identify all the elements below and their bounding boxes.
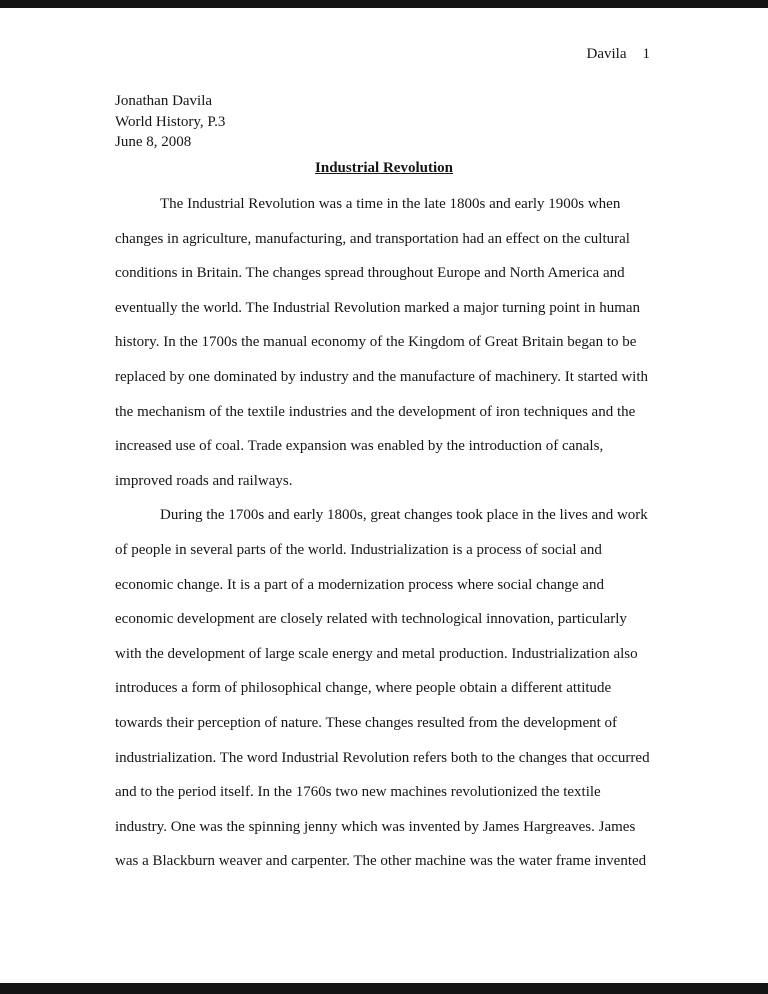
course-line: World History, P.3 [115, 113, 226, 130]
text-line: the mechanism of the textile industries and the development of iron techniques and the [115, 403, 636, 420]
author-name: Jonathan Davila [115, 93, 213, 109]
text-line: changes in agriculture, manufacturing, and transportation had an effect on the cultural [115, 230, 630, 247]
text-line: towards their perception of nature. These changes resulted from the development of [115, 714, 618, 731]
text-line: During the 1700s and early 1800s, great changes took place in the lives and work [160, 507, 648, 524]
top-border-bar [0, 0, 768, 8]
text-line: conditions in Britain. The changes spread throughout Europe and North America and [115, 265, 625, 282]
header-page-number: 1 [642, 46, 650, 62]
bottom-border-bar [0, 983, 768, 994]
text-line: eventually the world. The Industrial Revolution marked a major turning point in human [115, 299, 641, 316]
date-line: June 8, 2008 [115, 134, 192, 150]
text-line: economic change. It is a part of a modernization process where social change and [115, 576, 604, 593]
text-line: industry. One was the spinning jenny which was invented by James Hargreaves. James [115, 818, 636, 835]
text-line: The Industrial Revolution was a time in the late 1800s and early 1900s when [160, 196, 621, 212]
running-header [587, 46, 650, 63]
text-line: history. In the 1700s the manual economy of the Kingdom of Great Britain began to be [115, 334, 637, 351]
text-line: and to the period itself. In the 1760s two new machines revolutionized the textile [115, 784, 601, 801]
essay-body [115, 187, 675, 879]
text-line: replaced by one dominated by industry and the manufacture of machinery. It started with [115, 368, 649, 385]
header-author-lastname: Davila [586, 46, 627, 62]
text-line: improved roads and railways. [115, 472, 293, 489]
text-line: introduces a form of philosophical change, where people obtain a different attitude [115, 680, 612, 697]
text-line: increased use of coal. Trade expansion was enabled by the introduction of canals, [115, 438, 604, 455]
text-line: industrialization. The word Industrial Revolution refers both to the changes that occurred [115, 749, 650, 766]
text-line: was a Blackburn weaver and carpenter. The other machine was the water frame invented [115, 853, 647, 870]
text-line: of people in several parts of the world. Industrialization is a process of social and [115, 541, 602, 558]
heading-block [115, 91, 225, 153]
text-line: economic development are closely related with technological innovation, particularly [115, 611, 627, 628]
text-line: with the development of large scale energy and metal production. Industrialization also [115, 645, 638, 662]
essay-title: Industrial Revolution [315, 160, 453, 176]
